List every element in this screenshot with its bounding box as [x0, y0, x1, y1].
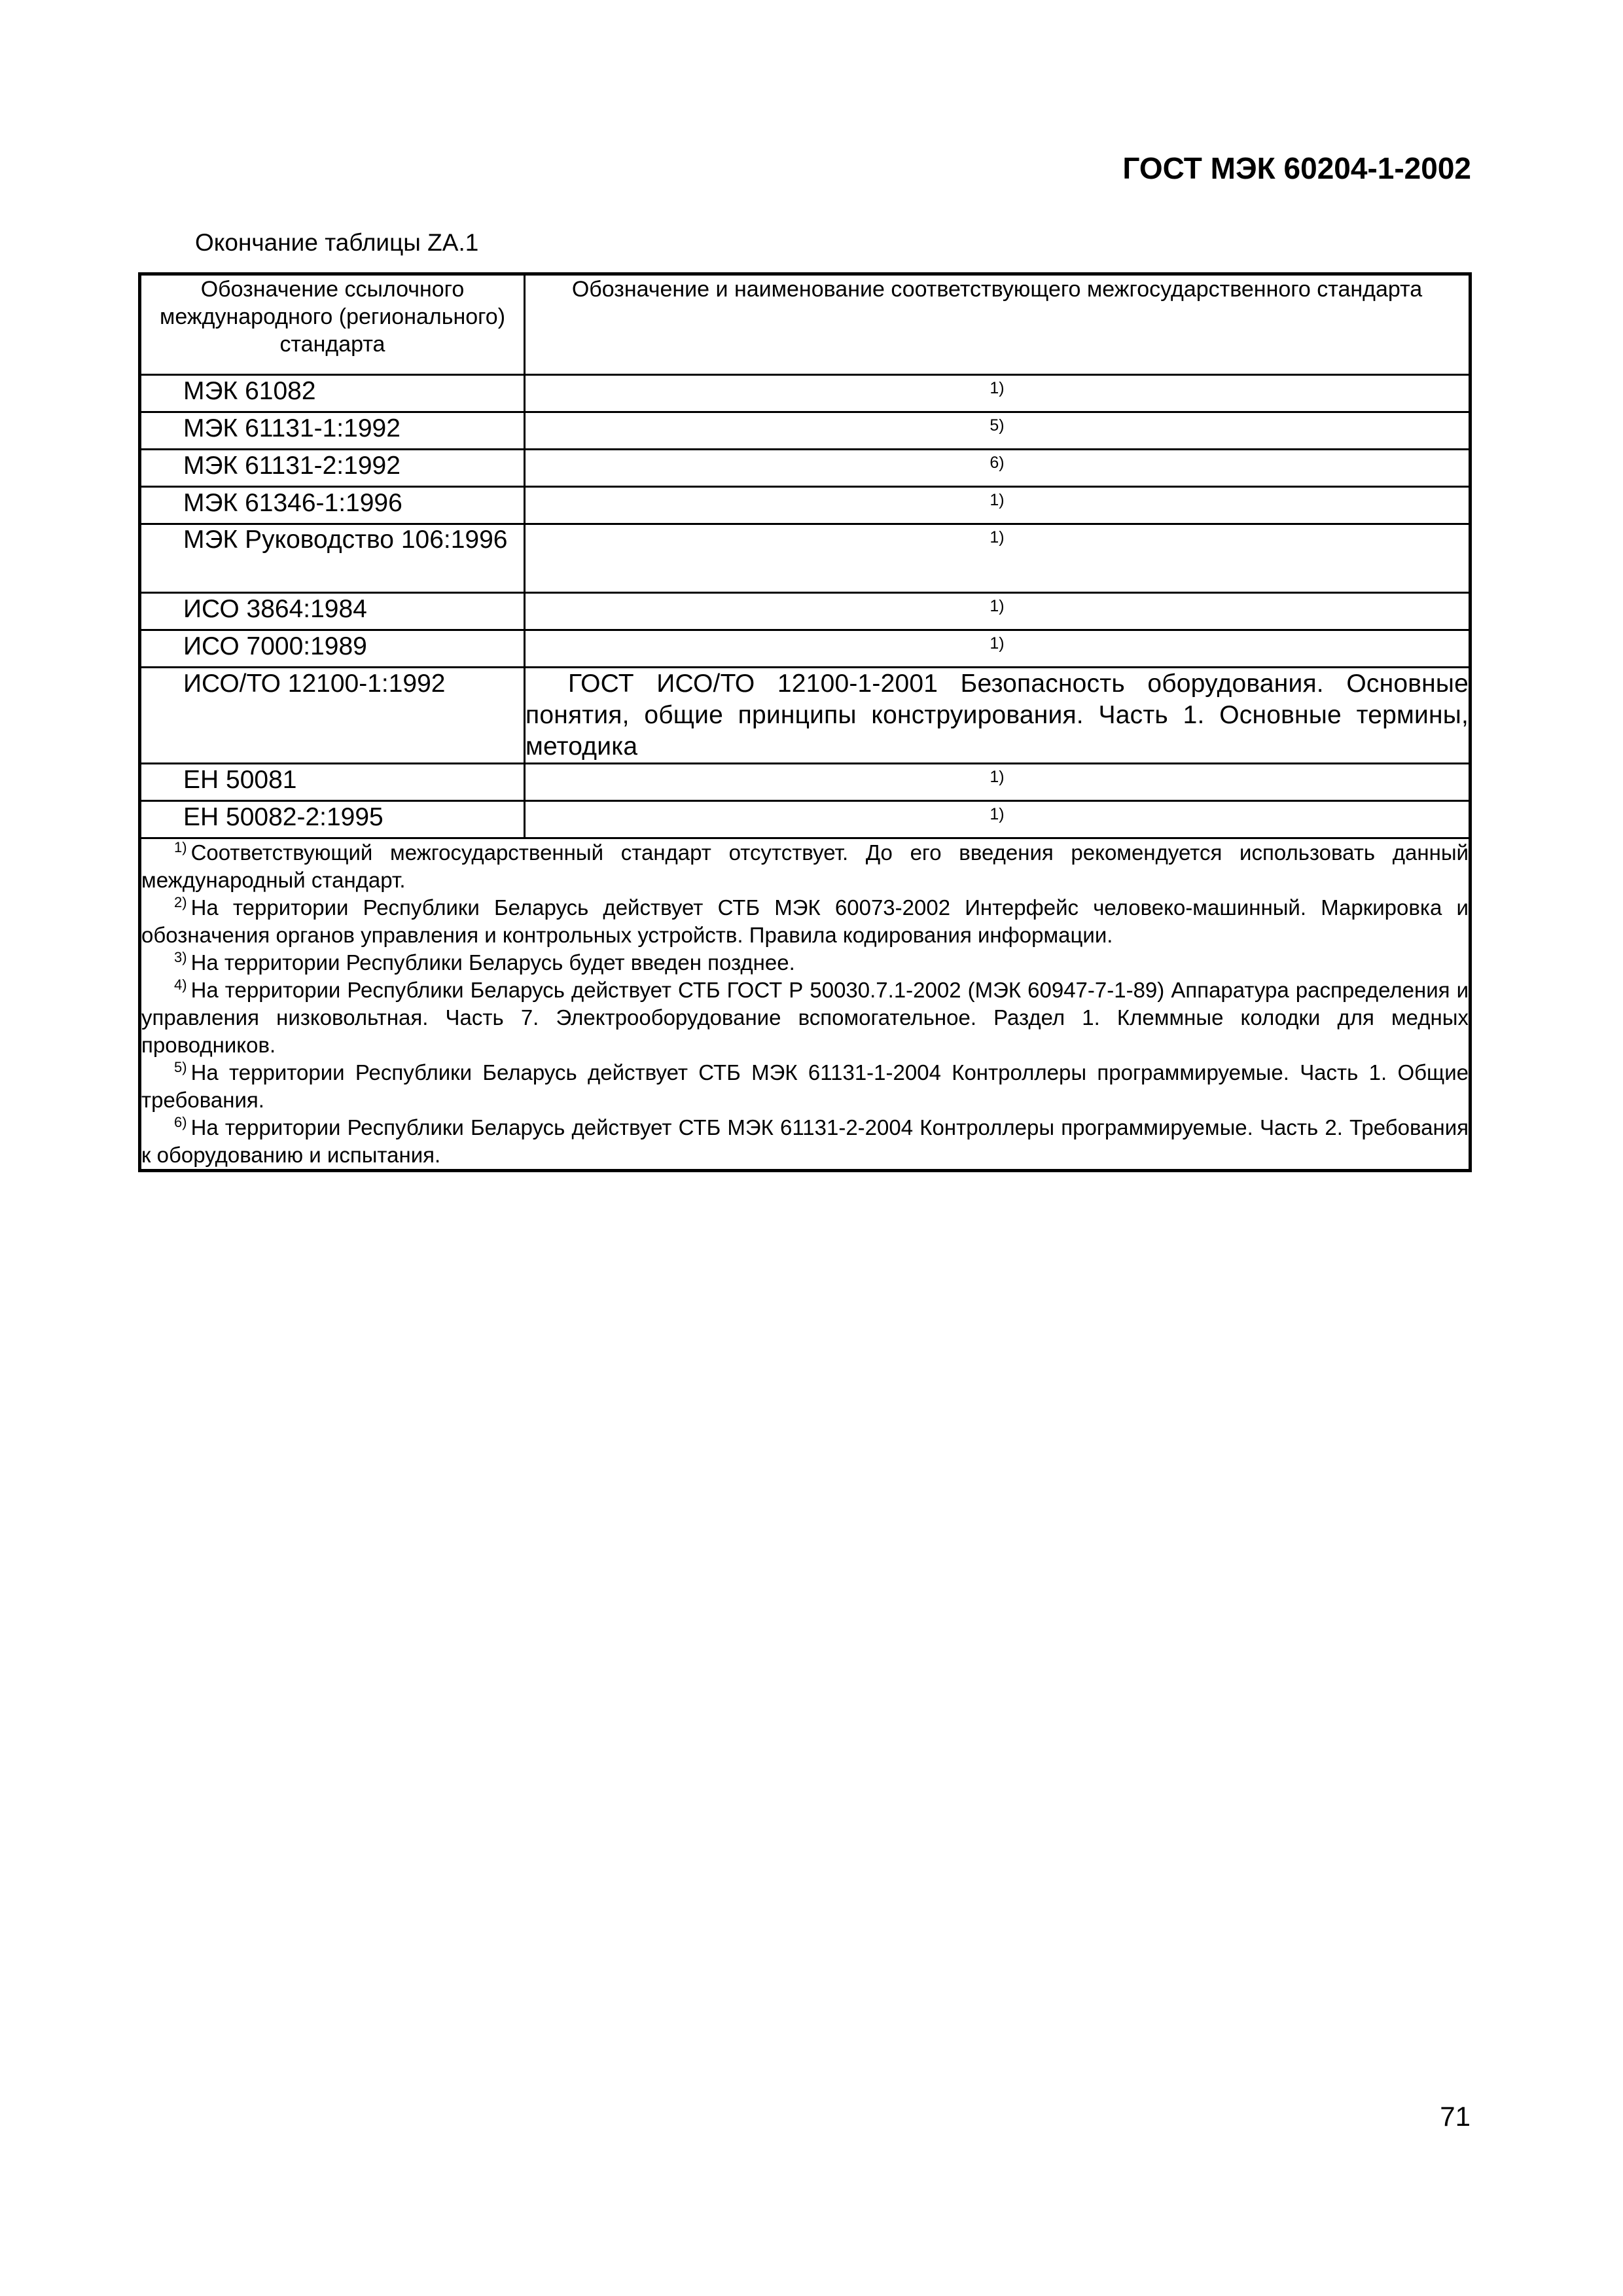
corresponding-cell	[525, 524, 1471, 593]
table-row	[140, 412, 1471, 450]
note-mark: 5)	[174, 1059, 187, 1075]
note-text: На территории Республики Беларусь действует СТБ ГОСТ Р 50030.7.1-2002 (МЭК 60947-7-1-89) Аппаратура распределения и управления низковольтная. Часть 7. Электрооборудование вспомогательное. Раздел 1. Клеммные колодки для медных проводников.	[141, 978, 1469, 1057]
table-header-row	[140, 274, 1471, 375]
corresponding-cell	[525, 450, 1471, 487]
corresponding-cell	[525, 412, 1471, 450]
page-number: 71	[1440, 2101, 1471, 2132]
table-caption: Окончание таблицы ZA.1	[195, 229, 479, 256]
table-row	[140, 524, 1471, 593]
note-mark: 3)	[174, 949, 187, 965]
footnote-mark: 1)	[990, 528, 1005, 547]
table-row	[140, 593, 1471, 630]
footnote-mark: 1)	[990, 379, 1005, 397]
corresponding-cell	[525, 593, 1471, 630]
note-mark: 2)	[174, 894, 187, 910]
footnote-mark: 5)	[990, 416, 1005, 435]
note-text: На территории Республики Беларусь будет введен позднее.	[190, 950, 795, 975]
reference-cell: МЭК 61082	[140, 375, 525, 412]
note-text: На территории Республики Беларусь действует СТБ МЭК 61131-1-2004 Контроллеры программируемые. Часть 1. Общие требования.	[141, 1060, 1469, 1112]
reference-cell: МЭК 61346-1:1996	[140, 487, 525, 524]
reference-cell: ЕН 50081	[140, 764, 525, 801]
reference-cell: ИСО/ТО 12100-1:1992	[140, 668, 525, 764]
reference-cell: МЭК 61131-2:1992	[140, 450, 525, 487]
note-mark: 6)	[174, 1114, 187, 1130]
corresponding-cell	[525, 487, 1471, 524]
footnote-mark: 1)	[990, 597, 1005, 615]
table-note	[141, 1059, 1469, 1114]
corresponding-cell	[525, 375, 1471, 412]
table-row	[140, 801, 1471, 838]
footnote-mark: 1)	[990, 634, 1005, 653]
standards-table	[138, 272, 1472, 1172]
table-note	[141, 977, 1469, 1059]
footnote-mark: 1)	[990, 805, 1005, 823]
table-note	[141, 1114, 1469, 1169]
corresponding-cell	[525, 801, 1471, 838]
reference-cell: МЭК 61131-1:1992	[140, 412, 525, 450]
footnote-mark: 1)	[990, 768, 1005, 786]
table-row	[140, 450, 1471, 487]
table-row	[140, 630, 1471, 668]
table-row	[140, 668, 1471, 764]
note-mark: 1)	[174, 839, 187, 855]
corresponding-standard-cell: ГОСТ ИСО/ТО 12100-1-2001 Безопасность оборудования. Основные понятия, общие принципы конструирования. Часть 1. Основные термины, методика	[525, 668, 1471, 764]
column-header-reference: Обозначение ссылочного международного (регионального) стандарта	[140, 274, 525, 375]
note-text: На территории Республики Беларусь действует СТБ МЭК 61131-2-2004 Контроллеры программируемые. Часть 2. Требования к оборудованию и испытания.	[141, 1115, 1469, 1167]
reference-cell: ИСО 3864:1984	[140, 593, 525, 630]
footnote-mark: 6)	[990, 454, 1005, 472]
column-header-corresponding: Обозначение и наименование соответствующего межгосударственного стандарта	[525, 274, 1471, 375]
table-notes-row	[140, 838, 1471, 1171]
reference-cell: ЕН 50082-2:1995	[140, 801, 525, 838]
corresponding-cell	[525, 630, 1471, 668]
table-note	[141, 839, 1469, 894]
table-notes	[140, 838, 1471, 1171]
table-note	[141, 894, 1469, 949]
note-mark: 4)	[174, 977, 187, 993]
note-text: На территории Республики Беларусь действует СТБ МЭК 60073-2002 Интерфейс человеко-машинный. Маркировка и обозначения органов управления и контрольных устройств. Правила кодирования информации.	[141, 895, 1469, 947]
corresponding-cell	[525, 764, 1471, 801]
table-row	[140, 487, 1471, 524]
table-row	[140, 375, 1471, 412]
reference-cell: МЭК Руководство 106:1996	[140, 524, 525, 593]
reference-cell: ИСО 7000:1989	[140, 630, 525, 668]
table-row	[140, 764, 1471, 801]
document-code: ГОСТ МЭК 60204-1-2002	[1122, 151, 1471, 185]
footnote-mark: 1)	[990, 491, 1005, 509]
table-note	[141, 949, 1469, 977]
note-text: Соответствующий межгосударственный стандарт отсутствует. До его введения рекомендуется использовать данный международный стандарт.	[141, 840, 1469, 892]
